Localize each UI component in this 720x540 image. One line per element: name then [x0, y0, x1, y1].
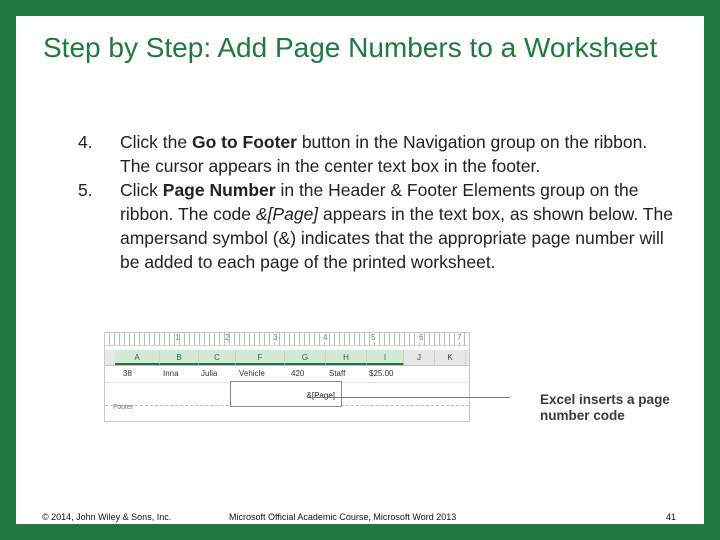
step-text — [120, 130, 680, 178]
cell[interactable]: 420 — [291, 369, 305, 378]
cell[interactable]: $25.00 — [369, 369, 394, 378]
step-number: 5. — [78, 180, 93, 200]
step-text-segment: Click — [120, 180, 163, 200]
cell[interactable]: Julia — [201, 369, 218, 378]
step-text-segment: &[Page] — [255, 204, 319, 224]
step-item — [78, 130, 698, 178]
ruler-number: 4 — [323, 333, 328, 342]
slide — [16, 16, 704, 524]
column-header[interactable]: J — [404, 350, 435, 365]
ruler-number: 6 — [419, 333, 424, 342]
copyright-text: © 2014, John Wiley & Sons, Inc. — [42, 512, 172, 522]
cell[interactable]: Staff — [329, 369, 346, 378]
ruler-number: 3 — [273, 333, 278, 342]
column-header[interactable]: F — [236, 350, 285, 365]
column-header[interactable]: A — [115, 350, 160, 365]
cell[interactable]: Inna — [163, 369, 179, 378]
ruler-number: 1 — [175, 333, 180, 342]
column-header[interactable]: I — [367, 350, 404, 365]
column-headers — [105, 350, 469, 366]
ruler-number: 2 — [225, 333, 230, 342]
step-text — [120, 178, 680, 274]
ruler-number: 7 — [457, 333, 462, 342]
steps-list — [78, 130, 698, 274]
step-item — [78, 178, 698, 274]
step-text-segment: in the Header & Footer Elements group on the ribbon. The code — [120, 180, 639, 224]
step-number: 4. — [78, 132, 93, 152]
callout-pointer-line — [312, 397, 510, 398]
cell[interactable]: 38 — [123, 369, 132, 378]
column-header[interactable]: G — [285, 350, 326, 365]
step-text-segment: button in the Navigation group on the ribbon. The cursor appears in the center text box in the footer. — [120, 132, 648, 176]
cell[interactable]: Vehicle — [239, 369, 265, 378]
column-header[interactable]: K — [435, 350, 466, 365]
footer-center-textbox[interactable] — [230, 381, 342, 407]
slide-number: 41 — [666, 512, 677, 522]
course-name: Microsoft Official Academic Course, Microsoft Word 2013 — [229, 512, 457, 522]
step-text-segment: appears in the text box, as shown below. The ampersand symbol (&) indicates that the appropriate page number will be added to each page of the printed worksheet. — [120, 204, 673, 272]
column-header[interactable]: B — [160, 350, 199, 365]
step-text-segment: Page Number — [162, 180, 276, 200]
column-header[interactable]: C — [199, 350, 236, 365]
footer-label: Footer — [113, 404, 134, 411]
callout-label: Excel inserts a page number code — [540, 392, 670, 423]
page-code: &[Page] — [306, 391, 335, 400]
ruler — [105, 333, 469, 346]
slide-title: Step by Step: Add Page Numbers to a Worksheet — [43, 32, 658, 63]
column-header[interactable]: H — [326, 350, 367, 365]
step-text-segment: Click the — [120, 132, 192, 152]
step-text-segment: Go to Footer — [191, 132, 297, 152]
excel-footer-screenshot — [104, 332, 470, 422]
ruler-number: 5 — [371, 333, 376, 342]
